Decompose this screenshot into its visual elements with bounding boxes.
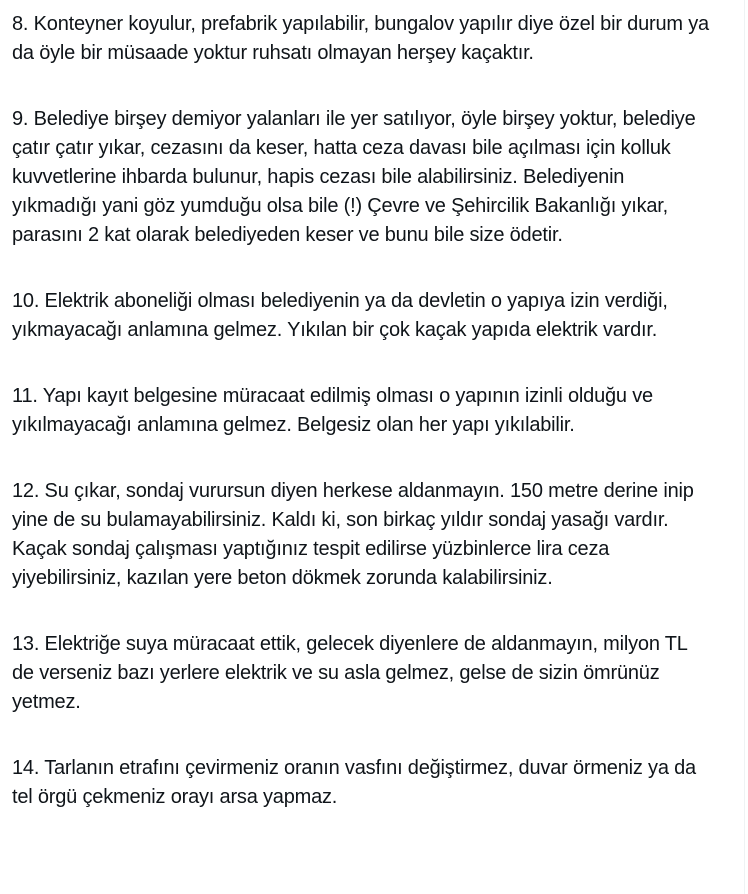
post-paragraph-14: 14. Tarlanın etrafını çevirmeniz oranın vasfını değiştirmez, duvar örmeniz ya da tel örgü çekmeniz orayı arsa yapmaz. <box>12 757 696 808</box>
post-paragraph-8: 8. Konteyner koyulur, prefabrik yapılabilir, bungalov yapılır diye özel bir durum ya da öyle bir müsaade yoktur ruhsatı olmayan herşey kaçaktır. <box>12 13 709 64</box>
post-paragraph-11: 11. Yapı kayıt belgesine müracaat edilmiş olması o yapının izinli olduğu ve yıkılmayacağı anlamına gelmez. Belgesiz olan her yapı yıkılabilir. <box>12 385 653 436</box>
post-paragraph-9: 9. Belediye birşey demiyor yalanları ile yer satılıyor, öyle birşey yoktur, belediye çatır çatır yıkar, cezasını da keser, hatta ceza davası bile açılması için kolluk kuvvetlerine ihbarda bulunur, hapis cezası bile alabilirsiniz. Belediyenin yıkmadığı yani göz yumduğu olsa bile (!) Çevre ve Şehircilik Bakanlığı yıkar, parasını 2 kat olarak belediyeden keser ve bunu bile size ödetir. <box>12 108 696 246</box>
column-border-divider <box>744 0 745 894</box>
post-paragraph-10: 10. Elektrik aboneliği olması belediyenin ya da devletin o yapıya izin verdiği, yıkmayacağı anlamına gelmez. Yıkılan bir çok kaçak yapıda elektrik vardır. <box>12 290 668 341</box>
post-paragraph-13: 13. Elektriğe suya müracaat ettik, gelecek diyenlere de aldanmayın, milyon TL de verseniz bazı yerlere elektrik ve su asla gelmez, gelse de sizin ömrünüz yetmez. <box>12 633 687 713</box>
post-paragraph-12: 12. Su çıkar, sondaj vurursun diyen herkese aldanmayın. 150 metre derine inip yine de su bulamayabilirsiniz. Kaldı ki, son birkaç yıldır sondaj yasağı vardır. Kaçak sondaj çalışması yaptığınız tespit edilirse yüzbinlerce lira ceza yiyebilirsiniz, kazılan yere beton dökmek zorunda kalabilirsiniz. <box>12 480 694 589</box>
